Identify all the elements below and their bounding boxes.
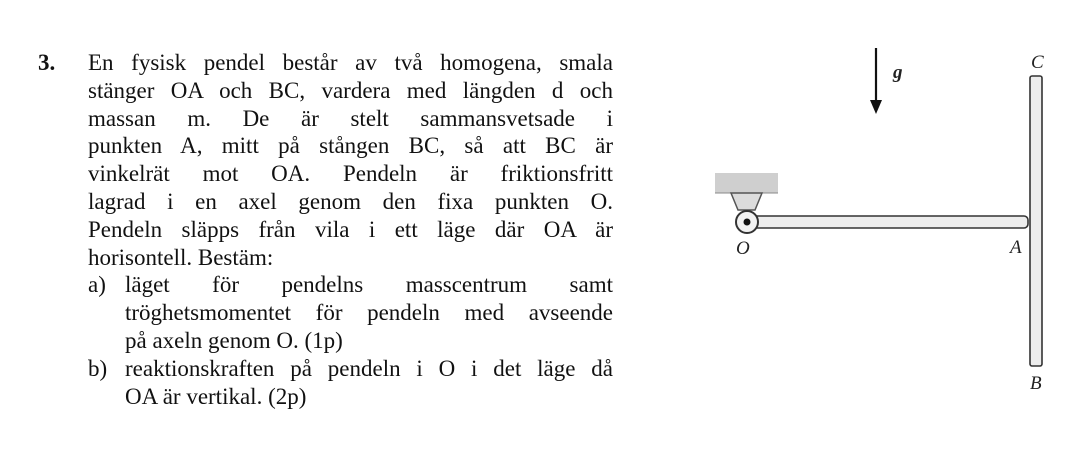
problem-line: horisontell. Bestäm: [88, 244, 274, 270]
point-a-label: A [1010, 237, 1022, 258]
sub-question-line: reaktionskraften på pendeln i O i det läge då [125, 355, 613, 381]
problem-number: 3. [38, 50, 56, 75]
problem-line: En fysisk pendel består av två homogena, smala [88, 50, 613, 75]
sub-question-line: tröghetsmomentet för pendeln med avseende [125, 300, 613, 326]
point-o-label: O [736, 238, 750, 259]
problem-line: Pendeln släpps från vila i ett läge där OA är [88, 216, 613, 242]
rod-oa [746, 216, 1028, 228]
problem-text [88, 49, 613, 410]
gravity-arrow-head [870, 100, 882, 114]
sub-question-b [88, 355, 613, 411]
pendulum-figure [700, 40, 1060, 400]
support-block [715, 173, 778, 193]
problem-line: vinkelrät mot OA. Pendeln är friktionsfritt [88, 161, 613, 187]
point-b-label: B [1030, 373, 1042, 394]
sub-question-line: på axeln genom O. (1p) [125, 327, 343, 353]
point-c-label: C [1031, 52, 1044, 73]
rod-bc [1030, 76, 1042, 366]
support-bracket [731, 193, 762, 210]
sub-question-label: b) [88, 355, 108, 381]
problem-line: stänger OA och BC, vardera med längden d och [88, 77, 613, 103]
problem-line: lagrad i en axel genom den fixa punkten O. [88, 188, 613, 214]
sub-question-a [88, 271, 613, 354]
problem-line: punkten A, mitt på stången BC, så att BC är [88, 133, 613, 159]
gravity-label: g [893, 62, 903, 83]
sub-question-label: a) [88, 272, 106, 298]
problem-line: massan m. De är stelt sammansvetsade i [88, 105, 613, 131]
sub-question-line: OA är vertikal. (2p) [125, 383, 307, 409]
sub-question-line: läget för pendelns masscentrum samt [125, 272, 613, 298]
pivot-center [744, 219, 751, 226]
pendulum-diagram [700, 40, 1060, 400]
